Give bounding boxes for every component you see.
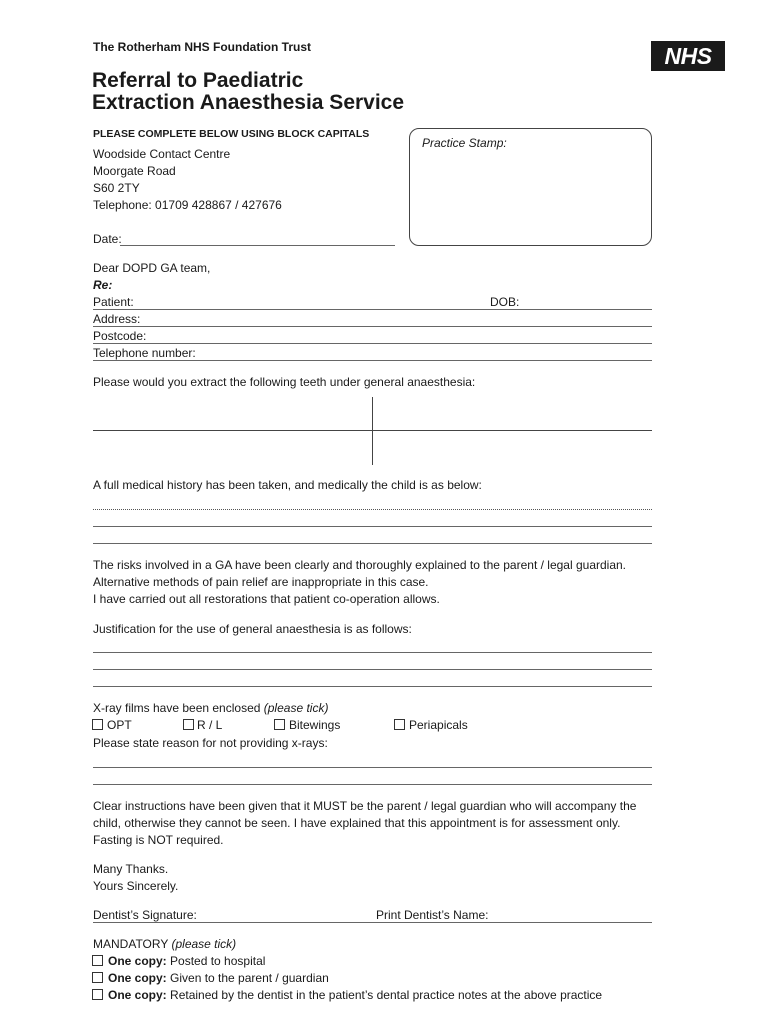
- re-label: Re:: [93, 278, 113, 292]
- xray-hint: (please tick): [263, 701, 329, 715]
- extraction-request: Please would you extract the following teeth under general anaesthesia:: [93, 375, 476, 389]
- form-title-line2: Extraction Anaesthesia Service: [92, 91, 405, 114]
- print-name-label: Print Dentist’s Name:: [376, 908, 489, 922]
- instructions-line1: Clear instructions have been given that it MUST be the parent / legal guardian who will accompany the: [93, 799, 637, 813]
- postcode-label: Postcode:: [93, 329, 147, 343]
- mandatory-checkbox-hospital[interactable]: [92, 955, 103, 966]
- address-line1: Woodside Contact Centre: [93, 147, 231, 161]
- tooth-chart-horizontal-axis[interactable]: [93, 430, 652, 431]
- statement-alternatives: Alternative methods of pain relief are inappropriate in this case.: [93, 575, 429, 589]
- justification-line[interactable]: [93, 652, 652, 653]
- xray-reason-line[interactable]: [93, 767, 652, 768]
- mandatory-item-text: Posted to hospital: [166, 954, 266, 968]
- closing-thanks: Many Thanks.: [93, 862, 169, 876]
- xray-bitewings-label: Bitewings: [289, 718, 341, 732]
- xray-opt-checkbox[interactable]: [92, 719, 103, 730]
- xray-rl-label: R / L: [197, 718, 223, 732]
- closing-sincerely: Yours Sincerely.: [93, 879, 179, 893]
- mandatory-item-dentist: [108, 988, 602, 1002]
- mandatory-item-hospital: [108, 954, 265, 968]
- medical-history-line[interactable]: [93, 543, 652, 544]
- instructions-line3: Fasting is NOT required.: [93, 833, 224, 847]
- instructions-line2: child, otherwise they cannot be seen. I have explained that this appointment is for assessment only.: [93, 816, 621, 830]
- trust-name: The Rotherham NHS Foundation Trust: [93, 40, 311, 54]
- mandatory-item-bold: One copy:: [108, 988, 167, 1002]
- medical-history-line[interactable]: [93, 509, 652, 510]
- dob-label: DOB:: [490, 295, 520, 309]
- xray-periapicals-checkbox[interactable]: [394, 719, 405, 730]
- medical-history-line[interactable]: [93, 526, 652, 527]
- mandatory-item-bold: One copy:: [108, 971, 167, 985]
- justification-label: Justification for the use of general anaesthesia is as follows:: [93, 622, 412, 636]
- mandatory-label-text: MANDATORY: [93, 937, 169, 951]
- mandatory-item-parent: [108, 971, 329, 985]
- xray-rl-checkbox[interactable]: [183, 719, 194, 730]
- mandatory-item-bold: One copy:: [108, 954, 167, 968]
- practice-stamp-label: Practice Stamp:: [422, 136, 507, 150]
- telephone-label: Telephone number:: [93, 346, 196, 360]
- xray-reason-line[interactable]: [93, 784, 652, 785]
- address-field[interactable]: [93, 326, 652, 327]
- xray-reason-label: Please state reason for not providing x-rays:: [93, 736, 328, 750]
- mandatory-label: [93, 937, 236, 951]
- nhs-logo: NHS: [651, 41, 725, 71]
- justification-line[interactable]: [93, 686, 652, 687]
- mandatory-item-text: Given to the parent / guardian: [166, 971, 329, 985]
- address-field-label: Address:: [93, 312, 141, 326]
- address-phone: Telephone: 01709 428867 / 427676: [93, 198, 282, 212]
- address-line2: Moorgate Road: [93, 164, 176, 178]
- telephone-field[interactable]: [93, 360, 652, 361]
- salutation: Dear DOPD GA team,: [93, 261, 211, 275]
- form-title-line1: Referral to Paediatric: [92, 69, 304, 92]
- xray-label: [93, 701, 328, 715]
- mandatory-hint: (please tick): [171, 937, 237, 951]
- xray-periapicals-label: Periapicals: [409, 718, 468, 732]
- patient-label: Patient:: [93, 295, 134, 309]
- xray-opt-label: OPT: [107, 718, 132, 732]
- tooth-chart-vertical-axis: [372, 397, 373, 465]
- address-line3: S60 2TY: [93, 181, 140, 195]
- patient-field[interactable]: [93, 309, 652, 310]
- statement-restorations: I have carried out all restorations that patient co-operation allows.: [93, 592, 440, 606]
- date-field[interactable]: [120, 245, 395, 246]
- mandatory-item-text: Retained by the dentist in the patient’s dental practice notes at the above practice: [166, 988, 603, 1002]
- statement-risks: The risks involved in a GA have been clearly and thoroughly explained to the parent / legal guardian.: [93, 558, 627, 572]
- block-capitals-instruction: PLEASE COMPLETE BELOW USING BLOCK CAPITALS: [93, 128, 370, 140]
- postcode-field[interactable]: [93, 343, 652, 344]
- xray-label-text: X-ray films have been enclosed: [93, 701, 261, 715]
- signature-label: Dentist’s Signature:: [93, 908, 197, 922]
- date-label: Date:: [93, 232, 122, 246]
- signature-field[interactable]: [93, 922, 652, 923]
- medical-history-label: A full medical history has been taken, and medically the child is as below:: [93, 478, 482, 492]
- mandatory-checkbox-parent[interactable]: [92, 972, 103, 983]
- xray-bitewings-checkbox[interactable]: [274, 719, 285, 730]
- mandatory-checkbox-dentist[interactable]: [92, 989, 103, 1000]
- justification-line[interactable]: [93, 669, 652, 670]
